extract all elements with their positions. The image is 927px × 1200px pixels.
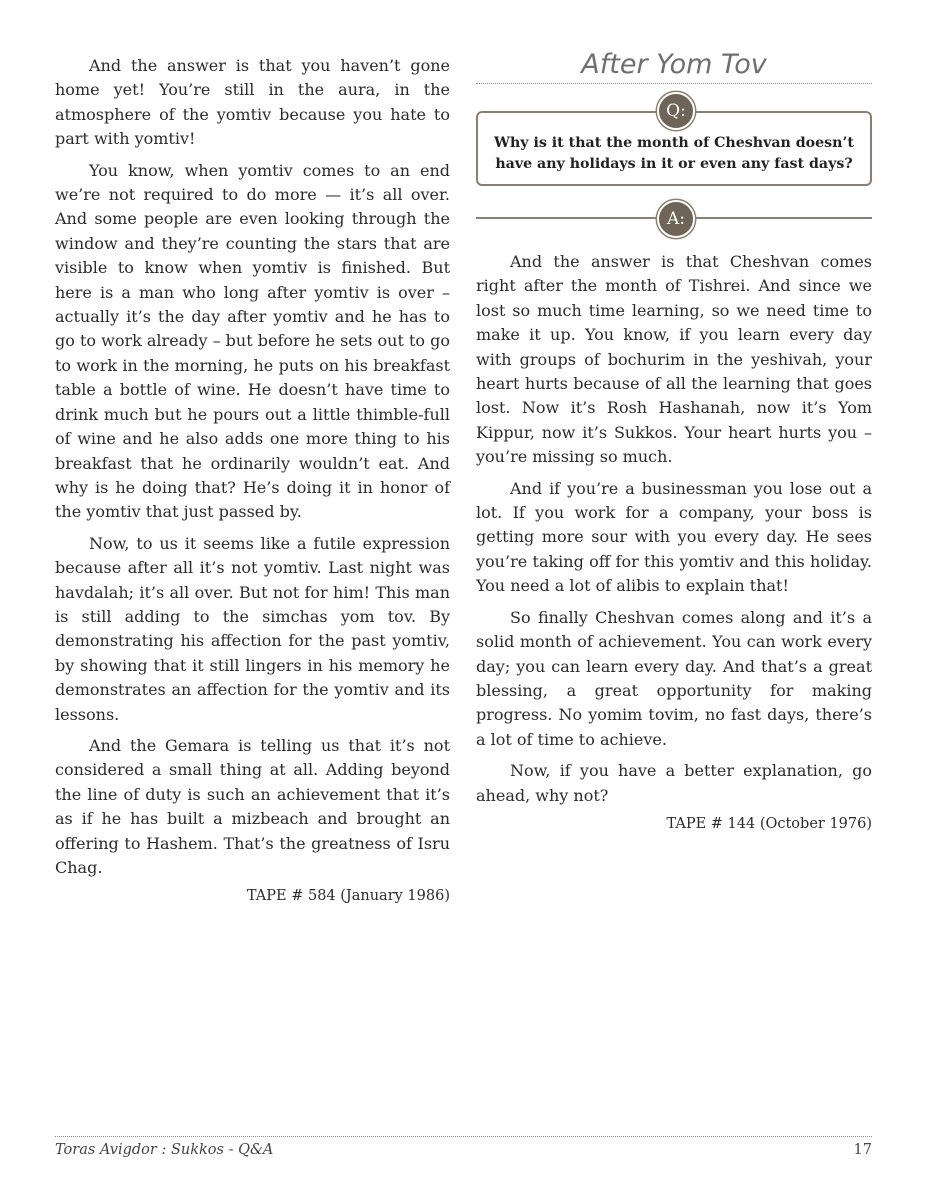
- section-title: After Yom Tov: [581, 49, 767, 80]
- paragraph: So finally Cheshvan comes along and it’s a solid month of achievement. You can work every day; you can learn every day. And that’s a great blessing, a great opportunity for making progress. No yomim tovim, no fast days, there’s a lot of time to achieve.: [476, 607, 872, 749]
- answer-badge-icon: A:: [657, 200, 695, 238]
- footer-divider: [55, 1136, 872, 1137]
- paragraph: Now, to us it seems like a futile expression because after all it’s not yomtiv. Last night was havdalah; it’s all over. But not for him! This man is still adding to the simchas yom tov. By demonstrating his affection for the past yomtiv, by showing that it still lingers in his memory he demonstrates an affection for the yomtiv and its lessons.: [55, 533, 450, 724]
- paragraph: Now, if you have a better explanation, go ahead, why not?: [476, 761, 872, 805]
- page-number: 17: [853, 1142, 872, 1158]
- paragraph: And the answer is that Cheshvan comes right after the month of Tishrei. And since we lost so much time learning, so we need time to make it up. You know, if you learn every day with groups of bochurim in the yeshivah, your heart hurts because of all the learning that goes lost. Now it’s Rosh Hashanah, now it’s Yom Kippur, now it’s Sukkos. Your heart hurts you – you’re missing so much.: [476, 252, 872, 467]
- paragraph: You know, when yomtiv comes to an end we’re not required to do more — it’s all over. And some people are even looking through the window and they’re counting the stars that are visible to know when yomtiv is finished. But here is a man who long after yomtiv is over – actually it’s the day after yomtiv and he has to go to work already – but before he sets out to go to work in the morning, he puts on his breakfast table a bottle of wine. He doesn’t have time to drink much but he pours out a little thimble-full of wine and he also adds one more thing to his breakfast that he ordinarily wouldn’t eat. And why is he doing that? He’s doing it in honor of the yomtiv that just passed by.: [55, 160, 450, 522]
- paragraph: And if you’re a businessman you lose out a lot. If you work for a company, your boss is getting more sour with you every day. He sees you’re taking off for this yomtiv and this holiday. You need a lot of alibis to explain that!: [476, 478, 872, 596]
- title-divider: [476, 83, 872, 84]
- tape-reference: TAPE # 584 (January 1986): [246, 888, 450, 905]
- answer-divider: [476, 200, 872, 234]
- paragraph: And the Gemara is telling us that it’s not considered a small thing at all. Adding beyond the line of duty is such an achievement that it’s as if he has built a mizbeach and brought an offering to Hashem. That’s the greatness of Isru Chag.: [55, 735, 450, 877]
- right-column: [476, 49, 872, 833]
- question-block: [476, 101, 872, 186]
- question-text: Why is it that the month of Cheshvan doesn’t have any holidays in it or even any fast days?: [476, 111, 872, 186]
- paragraph: And the answer is that you haven’t gone home yet! You’re still in the aura, in the atmosphere of the yomtiv because you hate to part with yomtiv!: [55, 56, 450, 149]
- question-badge-icon: Q:: [657, 92, 695, 130]
- left-column: [55, 54, 450, 905]
- tape-reference: TAPE # 144 (October 1976): [666, 815, 872, 832]
- footer-title: Toras Avigdor : Sukkos - Q&A: [55, 1142, 274, 1158]
